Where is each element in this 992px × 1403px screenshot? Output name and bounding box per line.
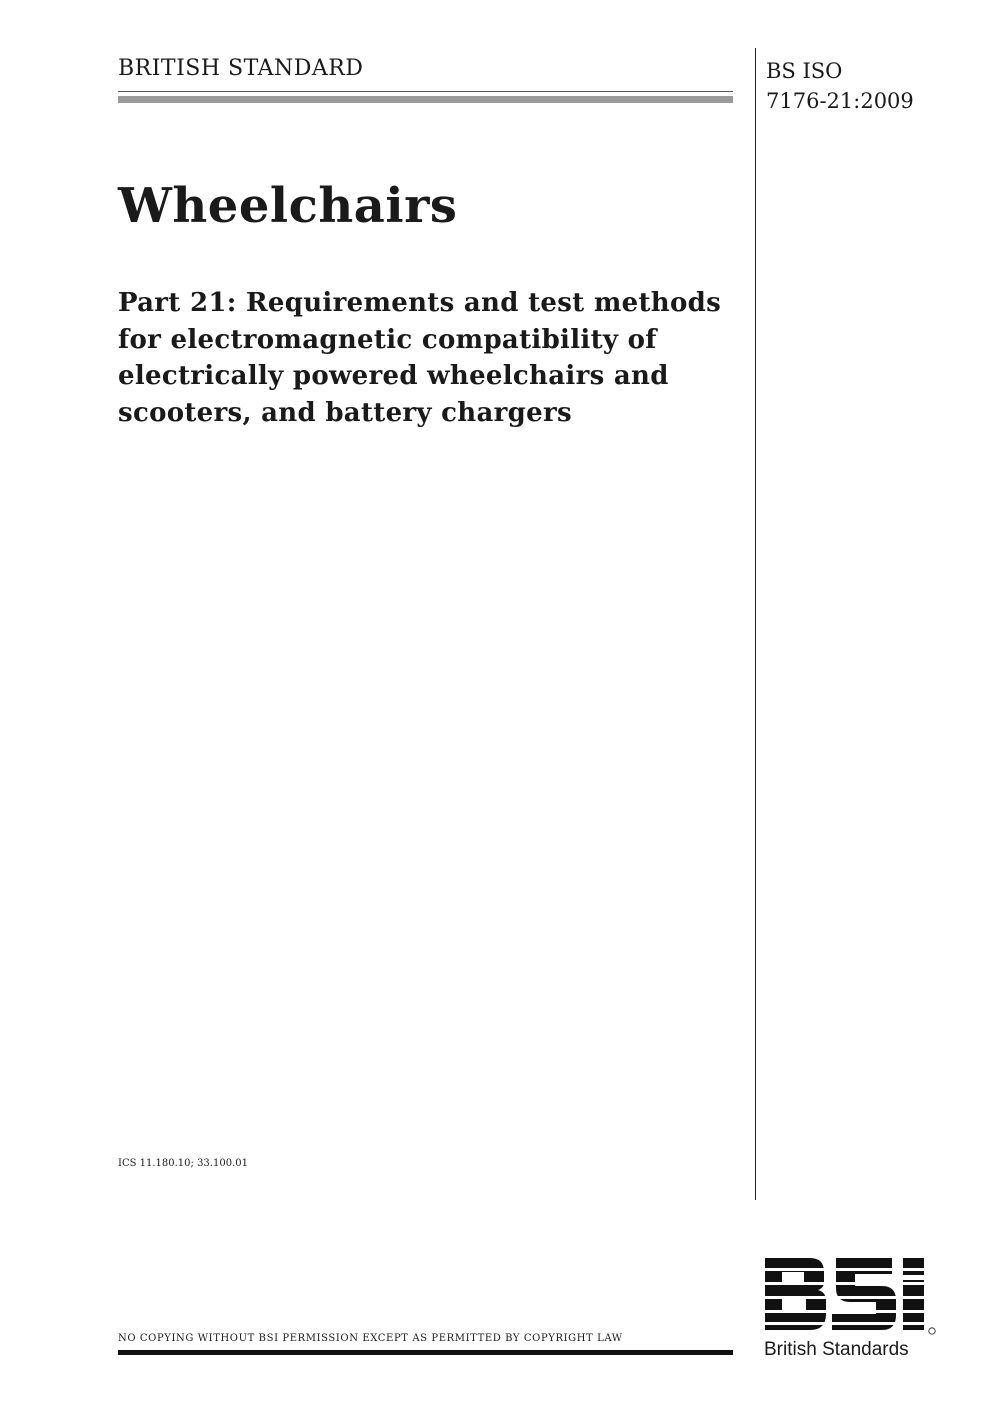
- standard-number-line2: 7176-21:2009: [766, 89, 914, 113]
- document-title: Wheelchairs: [118, 178, 458, 234]
- footer-rule: [118, 1350, 733, 1355]
- document-type-label: BRITISH STANDARD: [118, 56, 364, 81]
- header-rule: [118, 91, 733, 103]
- vertical-divider: [755, 48, 756, 1200]
- ics-code: ICS 11.180.10; 33.100.01: [118, 1158, 248, 1169]
- standard-number-line1: BS ISO: [766, 59, 843, 83]
- copyright-notice: NO COPYING WITHOUT BSI PERMISSION EXCEPT AS PERMITTED BY COPYRIGHT LAW: [118, 1333, 623, 1344]
- publisher-name: British Standards: [764, 1339, 909, 1360]
- document-subtitle: Part 21: Requirements and test methods for electromagnetic compatibility of electrically powered wheelchairs and scooters, and battery chargers: [118, 288, 722, 428]
- standard-number: [766, 56, 914, 116]
